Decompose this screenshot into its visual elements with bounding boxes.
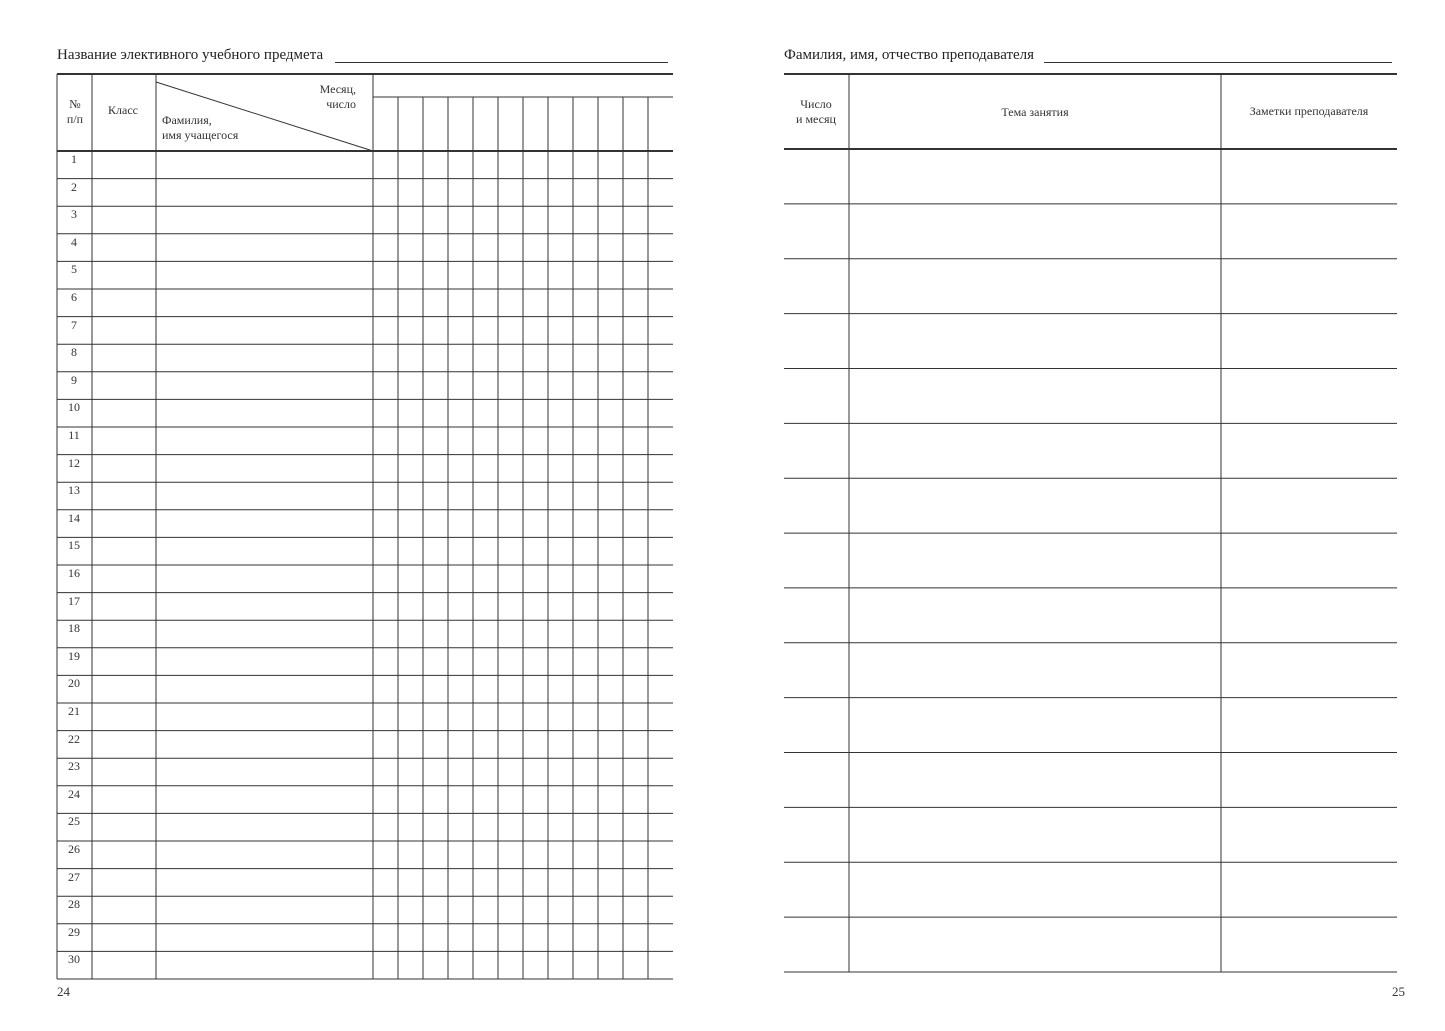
row-number: 22 [68, 731, 80, 746]
row-number: 7 [71, 317, 77, 332]
row-number: 12 [68, 455, 80, 470]
col-header-class: Класс [108, 103, 138, 117]
row-number: 3 [71, 207, 77, 222]
row-number: 13 [68, 483, 80, 498]
row-number: 20 [68, 676, 80, 691]
left-page [0, 0, 722, 1031]
row-number: 24 [68, 786, 80, 801]
row-number: 26 [68, 842, 80, 856]
col-header-date: Число и месяц [796, 97, 836, 126]
col-header-student-name: Фамилия, имя учащегося [162, 113, 239, 142]
col-header-month-date: Месяц, число [319, 82, 356, 111]
row-number: 21 [68, 704, 80, 718]
row-number: 28 [68, 897, 80, 912]
row-number: 2 [71, 179, 77, 194]
row-number: 1 [71, 152, 77, 166]
row-number: 16 [68, 566, 80, 580]
teacher-name-label: Фамилия, имя, отчество преподавателя [784, 47, 1035, 63]
row-number: 10 [68, 400, 80, 415]
row-number: 23 [68, 759, 80, 774]
col-header-topic: Тема занятия [1001, 105, 1069, 119]
subject-name-label: Название элективного учебного предмета [57, 47, 324, 63]
row-number: 17 [68, 593, 80, 608]
row-number: 9 [71, 372, 77, 387]
attendance-table-grid [0, 0, 722, 1031]
row-number: 25 [68, 814, 80, 829]
row-number: 29 [68, 924, 80, 939]
row-number: 15 [68, 538, 80, 553]
row-number: 11 [68, 428, 80, 442]
right-page [722, 0, 1445, 1031]
row-number: 6 [71, 290, 77, 304]
page-number-right: 25 [1392, 984, 1405, 999]
row-number: 14 [68, 510, 80, 525]
lesson-table-grid [722, 0, 1445, 1031]
row-number: 8 [71, 345, 77, 360]
row-number: 27 [68, 869, 80, 884]
row-number: 18 [68, 621, 80, 636]
page-number-left: 24 [57, 984, 70, 999]
row-number: 19 [68, 648, 80, 663]
row-number: 30 [68, 952, 80, 967]
row-number: 4 [71, 234, 77, 249]
col-header-teacher-notes: Заметки преподавателя [1249, 104, 1369, 118]
col-header-num: № п/п [66, 97, 84, 126]
row-number: 5 [71, 262, 77, 277]
